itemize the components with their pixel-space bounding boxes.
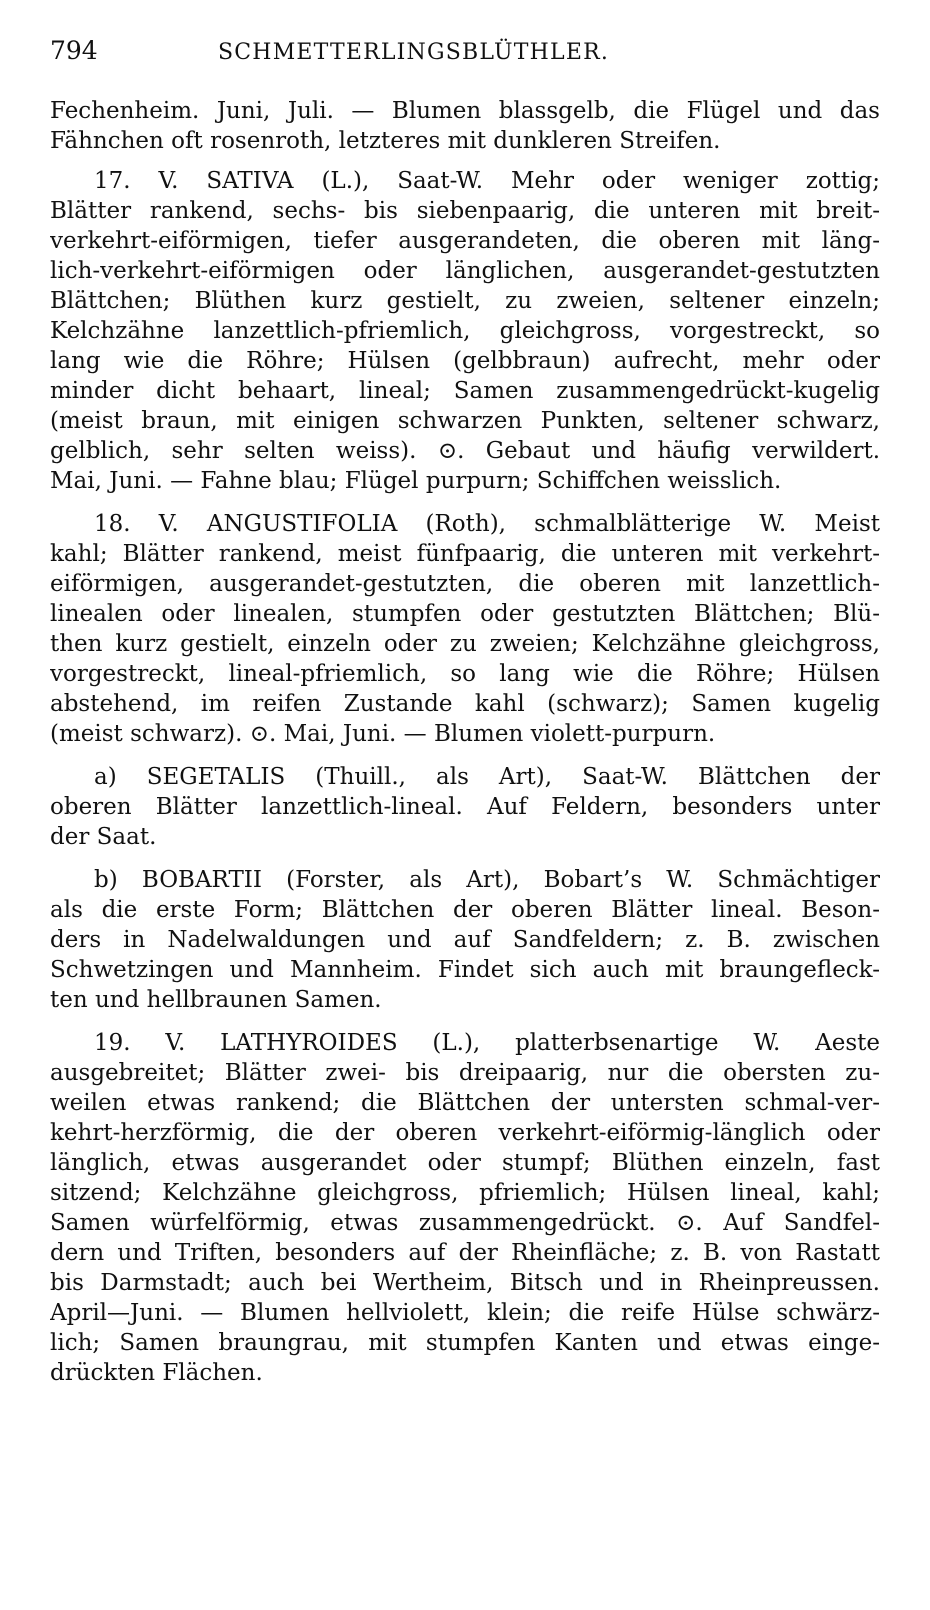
text-line: oberen Blätter lanzettlich-lineal. Auf Feldern, besonders unter	[50, 794, 880, 820]
paragraph-gap	[50, 156, 880, 166]
text-line: lich-verkehrt-eiförmigen oder länglichen, ausgerandet-gestutzten	[50, 258, 880, 284]
text-line: als die erste Form; Blättchen der oberen Blätter lineal. Beson-	[50, 897, 880, 923]
text-body	[50, 96, 880, 1388]
text-line: (meist braun, mit einigen schwarzen Punkten, seltener schwarz,	[50, 408, 880, 434]
text-line: Samen würfelförmig, etwas zusammengedrückt. ⊙. Auf Sandfel-	[50, 1210, 880, 1236]
text-line: April—Juni. — Blumen hellviolett, klein; die reife Hülse schwärz-	[50, 1300, 880, 1326]
paragraph-gap	[50, 749, 880, 762]
text-line: Mai, Juni. — Fahne blau; Flügel purpurn; Schiffchen weisslich.	[50, 468, 782, 494]
page-header	[50, 36, 880, 76]
text-line: dern und Triften, besonders auf der Rheinfläche; z. B. von Rastatt	[50, 1240, 880, 1266]
paragraph-species-19	[50, 1028, 880, 1388]
text-line: a) SEGETALIS (Thuill., als Art), Saat-W. Blättchen der	[94, 764, 880, 790]
text-line: Fähnchen oft rosenroth, letzteres mit dunkleren Streifen.	[50, 128, 721, 154]
text-line: vorgestreckt, lineal-pfriemlich, so lang wie die Röhre; Hülsen	[50, 661, 880, 687]
paragraph-gap	[50, 1015, 880, 1028]
paragraph-species-17	[50, 166, 880, 496]
text-line: Kelchzähne lanzettlich-pfriemlich, gleichgross, vorgestreckt, so	[50, 318, 880, 344]
text-line: ders in Nadelwaldungen und auf Sandfeldern; z. B. zwischen	[50, 927, 880, 953]
page-number: 794	[50, 36, 98, 65]
text-line: eiförmigen, ausgerandet-gestutzten, die oberen mit lanzettlich-	[50, 571, 880, 597]
text-line: then kurz gestielt, einzeln oder zu zweien; Kelchzähne gleichgross,	[50, 631, 880, 657]
text-line: kahl; Blätter rankend, meist fünfpaarig, die unteren mit verkehrt-	[50, 541, 880, 567]
paragraph-species-18	[50, 509, 880, 749]
text-line: ausgebreitet; Blätter zwei- bis dreipaarig, nur die obersten zu-	[50, 1060, 880, 1086]
text-line: linealen oder linealen, stumpfen oder gestutzten Blättchen; Blü-	[50, 601, 880, 627]
text-line: lich; Samen braungrau, mit stumpfen Kanten und etwas einge-	[50, 1330, 880, 1356]
running-title: SCHMETTERLINGSBLÜTHLER.	[218, 40, 610, 65]
text-line: länglich, etwas ausgerandet oder stumpf; Blüthen einzeln, fast	[50, 1150, 880, 1176]
text-line: (meist schwarz). ⊙. Mai, Juni. — Blumen violett-purpurn.	[50, 721, 716, 747]
book-page	[50, 36, 880, 1388]
text-line: Blättchen; Blüthen kurz gestielt, zu zweien, seltener einzeln;	[50, 288, 880, 314]
text-line: minder dicht behaart, lineal; Samen zusammengedrückt-kugelig	[50, 378, 880, 404]
text-line: 19. V. LATHYROIDES (L.), platterbsenartige W. Aeste	[94, 1030, 880, 1056]
text-line: sitzend; Kelchzähne gleichgross, pfriemlich; Hülsen lineal, kahl;	[50, 1180, 880, 1206]
text-line: Blätter rankend, sechs- bis siebenpaarig, die unteren mit breit-	[50, 198, 880, 224]
paragraph-variety-b	[50, 865, 880, 1015]
paragraph-gap	[50, 852, 880, 865]
text-line: verkehrt-eiförmigen, tiefer ausgerandeten, die oberen mit läng-	[50, 228, 880, 254]
paragraph-variety-a	[50, 762, 880, 852]
text-line: drückten Flächen.	[50, 1360, 263, 1386]
text-line: 17. V. SATIVA (L.), Saat-W. Mehr oder weniger zottig;	[94, 168, 880, 194]
paragraph-gap	[50, 496, 880, 509]
text-line: abstehend, im reifen Zustande kahl (schwarz); Samen kugelig	[50, 691, 880, 717]
text-line: Fechenheim. Juni, Juli. — Blumen blassgelb, die Flügel und das	[50, 98, 880, 124]
text-line: Schwetzingen und Mannheim. Findet sich auch mit braungefleck-	[50, 957, 880, 983]
text-line: lang wie die Röhre; Hülsen (gelbbraun) aufrecht, mehr oder	[50, 348, 880, 374]
text-line: der Saat.	[50, 824, 157, 850]
text-line: ten und hellbraunen Samen.	[50, 987, 382, 1013]
text-line: 18. V. ANGUSTIFOLIA (Roth), schmalblätterige W. Meist	[94, 511, 880, 537]
text-line: weilen etwas rankend; die Blättchen der untersten schmal-ver-	[50, 1090, 880, 1116]
text-line: bis Darmstadt; auch bei Wertheim, Bitsch und in Rheinpreussen.	[50, 1270, 880, 1296]
text-line: b) BOBARTII (Forster, als Art), Bobart’s W. Schmächtiger	[94, 867, 880, 893]
paragraph-continuation	[50, 96, 880, 156]
text-line: gelblich, sehr selten weiss). ⊙. Gebaut und häufig verwildert.	[50, 438, 880, 464]
text-line: kehrt-herzförmig, die der oberen verkehrt-eiförmig-länglich oder	[50, 1120, 880, 1146]
